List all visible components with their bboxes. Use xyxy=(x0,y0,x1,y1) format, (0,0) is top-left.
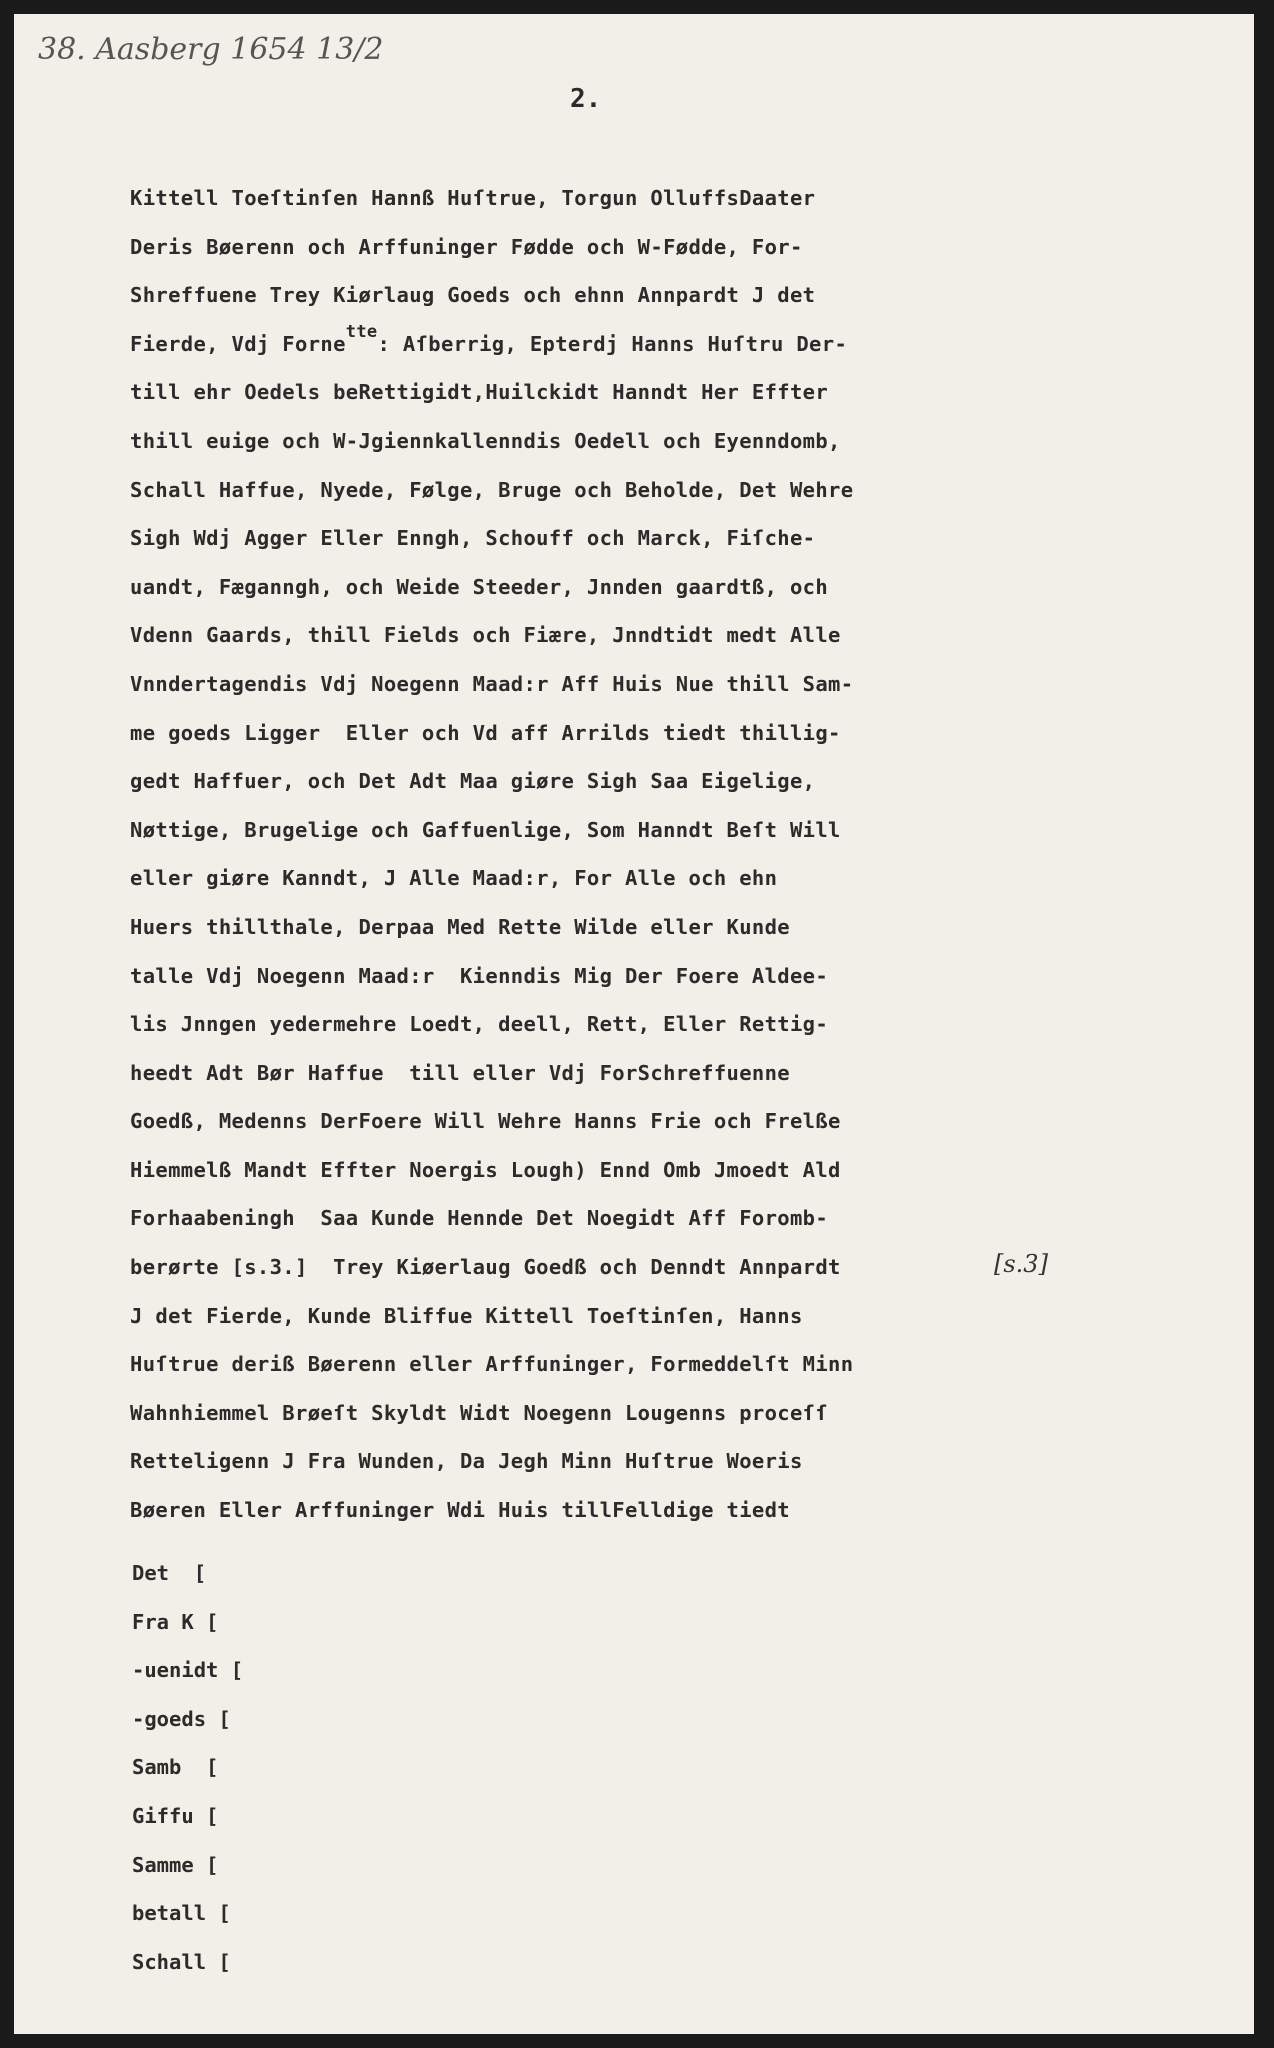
fragment-lines xyxy=(132,1549,243,1986)
text-line: Huers thillthale, Derpaa Med Rette Wilde eller Kunde xyxy=(130,914,790,939)
text-line: eller giøre Kanndt, J Alle Maad:r, For Alle och ehn xyxy=(130,866,778,891)
text-line xyxy=(130,320,1010,369)
text-line: Vdenn Gaards, thill Fields och Fiære, Jnndtidt medt Alle xyxy=(130,623,841,648)
transcription-body xyxy=(130,174,1010,1535)
text-line: Forhaabeningh Saa Kunde Hennde Det Noegidt Aff Foromb- xyxy=(130,1206,829,1231)
text-line: Wahnhiemmel Brøeſt Skyldt Widt Noegenn Lougenns proceſſ xyxy=(130,1400,829,1425)
fragment-line: betall [ xyxy=(132,1901,231,1926)
text-line: Vnndertagendis Vdj Noegenn Maad:r Aff Huis Nue thill Sam- xyxy=(130,671,854,696)
text-line: Hiemmelß Mandt Effter Noergis Lough) Ennd Omb Jmoedt Ald xyxy=(130,1157,841,1182)
text-line: thill euige och W-Jgiennkallenndis Oedell och Eyenndomb, xyxy=(130,428,841,453)
fragment-line: -goeds [ xyxy=(132,1706,231,1731)
fragment-line: Schall [ xyxy=(132,1949,231,1974)
text-line: Goedß, Medenns DerFoere Will Wehre Hanns Frie och Frelße xyxy=(130,1109,841,1134)
superscript: tte xyxy=(345,321,378,342)
text-line: Huſtrue deriß Bøerenn eller Arffuninger, Formeddelſt Minn xyxy=(130,1352,854,1377)
text-line: me goeds Ligger Eller och Vd aff Arrilds tiedt thillig- xyxy=(130,720,841,745)
text-line: uandt, Fæganngh, och Weide Steeder, Jnnden gaardtß, och xyxy=(130,574,829,599)
margin-note: [s.3] xyxy=(994,1250,1048,1278)
text-line: Schall Haffue, Nyede, Følge, Bruge och Beholde, Det Wehre xyxy=(130,477,854,502)
fragment-line: Fra K [ xyxy=(132,1609,219,1634)
text-line: Shreffuene Trey Kiørlaug Goeds och ehnn Annpardt J det xyxy=(130,283,816,308)
text-line: Retteligenn J Fra Wunden, Da Jegh Minn Huſtrue Woeris xyxy=(130,1449,803,1474)
text-line-rest: : Aſberrig, Epterdj Hanns Huſtru Der- xyxy=(377,331,848,356)
fragment-line: Samme [ xyxy=(132,1852,219,1877)
fragment-line: Det [ xyxy=(132,1561,207,1585)
fragment-line: Giffu [ xyxy=(132,1803,219,1828)
text-line: berørte [s.3.] Trey Kiøerlaug Goedß och Denndt Annpardt xyxy=(130,1255,841,1280)
text-line: Bøeren Eller Arffuninger Wdi Huis tillFelldige tiedt xyxy=(130,1498,790,1523)
text-line: Kittell Toeſtinſen Hannß Huſtrue, Torgun OlluffsDaater xyxy=(130,186,816,210)
fragment-line: Samb [ xyxy=(132,1755,219,1780)
document-page xyxy=(14,14,1254,2034)
text-line-start: Fierde, Vdj Forne xyxy=(130,331,346,356)
fragment-line: -uenidt [ xyxy=(132,1658,244,1683)
text-line: Nøttige, Brugelige och Gaffuenlige, Som Hanndt Beſt Will xyxy=(130,817,841,842)
text-line: Deris Bøerenn och Arffuninger Fødde och W-Fødde, For- xyxy=(130,234,803,259)
text-line: heedt Adt Bør Haffue till eller Vdj ForSchreffuenne xyxy=(130,1060,790,1085)
text-line: Sigh Wdj Agger Eller Enngh, Schouff och Marck, Fiſche- xyxy=(130,526,816,551)
text-line: talle Vdj Noegenn Maad:r Kienndis Mig Der Foere Aldee- xyxy=(130,963,829,988)
text-line: till ehr Oedels beRettigidt,Huilckidt Hanndt Her Effter xyxy=(130,380,829,405)
text-line: gedt Haffuer, och Det Adt Maa giøre Sigh Saa Eigelige, xyxy=(130,769,816,794)
handwritten-annotation: 38. Aasberg 1654 13/2 xyxy=(38,32,384,67)
text-line: J det Fierde, Kunde Bliffue Kittell Toeſtinſen, Hanns xyxy=(130,1303,803,1328)
text-line: lis Jnngen yedermehre Loedt, deell, Rett, Eller Rettig- xyxy=(130,1012,829,1037)
page-number: 2. xyxy=(570,84,602,114)
